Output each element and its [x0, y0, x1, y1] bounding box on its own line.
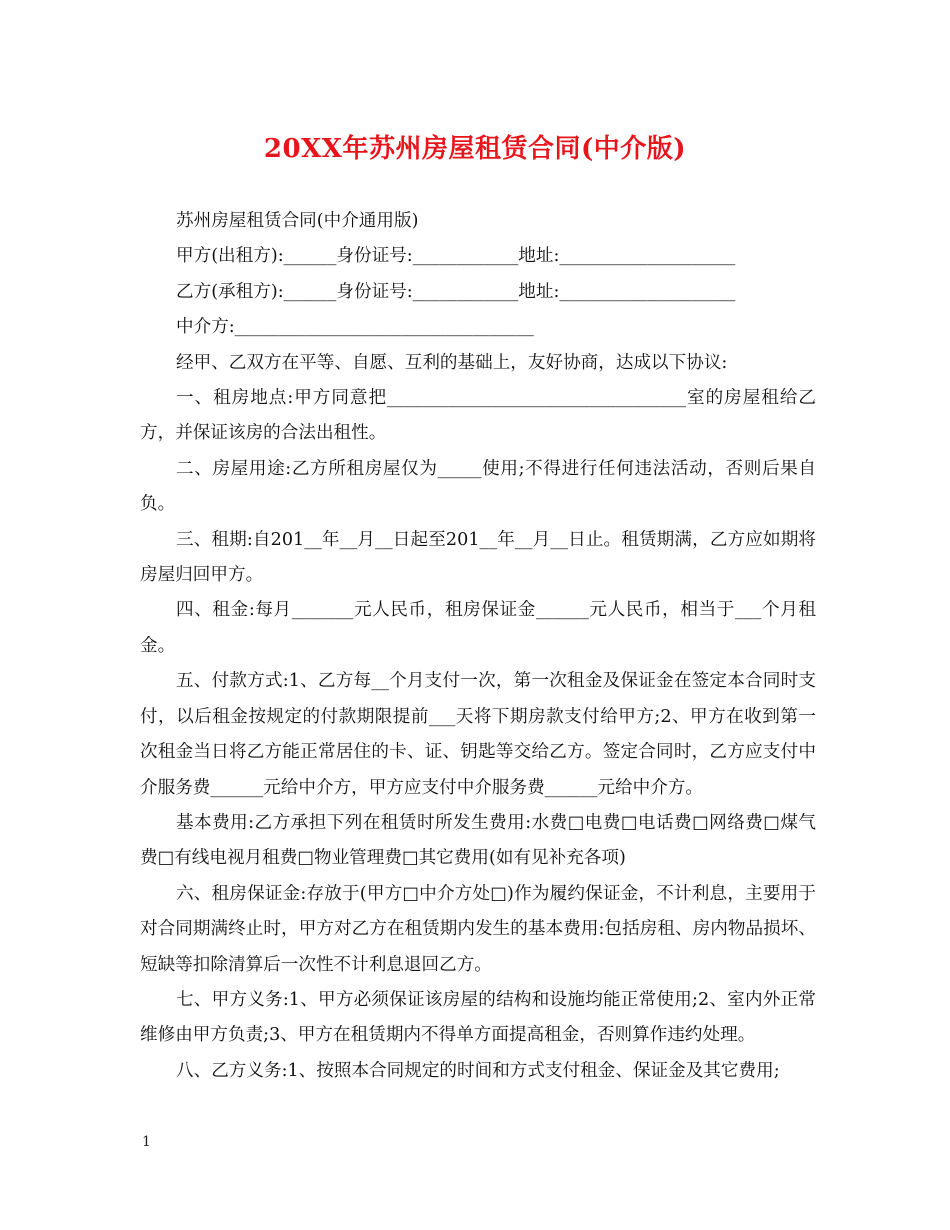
paragraph-subtitle: 苏州房屋租赁合同(中介通用版) — [176, 211, 419, 231]
paragraph-clause-4: 四、租金:每月_______元人民币，租房保证金______元人民币，相当于___个月租金。 — [140, 600, 816, 656]
paragraph-agent: 中介方:__________________________________ — [176, 317, 534, 338]
paragraph-clause-8: 八、乙方义务:1、按照本合同规定的时间和方式支付租金、保证金及其它费用; — [176, 1060, 780, 1081]
paragraph-clause-3: 三、租期:自201__年__月__日起至201__年__月__日止。租赁期满，乙方应如期将房屋归回甲方。 — [140, 529, 816, 586]
paragraph-clause-7: 七、甲方义务:1、甲方必须保证该房屋的结构和设施均能正常使用;2、室内外正常维修由甲方负责;3、甲方在租赁期内不得单方面提高租金，否则算作违约处理。 — [140, 989, 816, 1046]
paragraph-clause-2: 二、房屋用途:乙方所租房屋仅为_____使用;不得进行任何违法活动，否则后果自负。 — [140, 458, 816, 515]
paragraph-basic-fees: 基本费用:乙方承担下列在租赁时所发生费用:水费□电费□电话费□网络费□煤气费□有线电视月租费□物业管理费□其它费用(如有见补充各项) — [140, 812, 816, 869]
paragraph-party-b: 乙方(承租方):______身份证号:____________地址:____________________ — [176, 281, 736, 302]
paragraph-clause-6: 六、租房保证金:存放于(甲方□中介方处□)作为履约保证金，不计利息，主要用于对合同期满终止时，甲方对乙方在租赁期内发生的基本费用:包括房租、房内物品损坏、短缺等扣除清算后一次性不计利息退回乙方。 — [140, 883, 816, 975]
paragraph-clause-1: 一、租房地点:甲方同意把__________________________________室的房屋租给乙方，并保证该房的合法出租性。 — [140, 388, 816, 444]
paragraph-party-a: 甲方(出租方):______身份证号:____________地址:____________________ — [176, 246, 736, 267]
page-number: 1 — [142, 1134, 151, 1150]
document-title: 20XX年苏州房屋租赁合同(中介版) — [263, 134, 687, 164]
paragraph-preamble: 经甲、乙双方在平等、自愿、互利的基础上，友好协商，达成以下协议: — [176, 352, 728, 373]
document-body — [140, 204, 816, 1089]
paragraph-clause-5: 五、付款方式:1、乙方每__个月支付一次，第一次租金及保证金在签定本合同时支付，以后租金按规定的付款期限提前___天将下期房款支付给甲方;2、甲方在收到第一次租金当日将乙方能正常居住的卡、证、钥匙等交给乙方。签定合同时，乙方应支付中介服务费______元给中介方，甲方应支付中介服务费______元给中介方。 — [140, 671, 816, 798]
